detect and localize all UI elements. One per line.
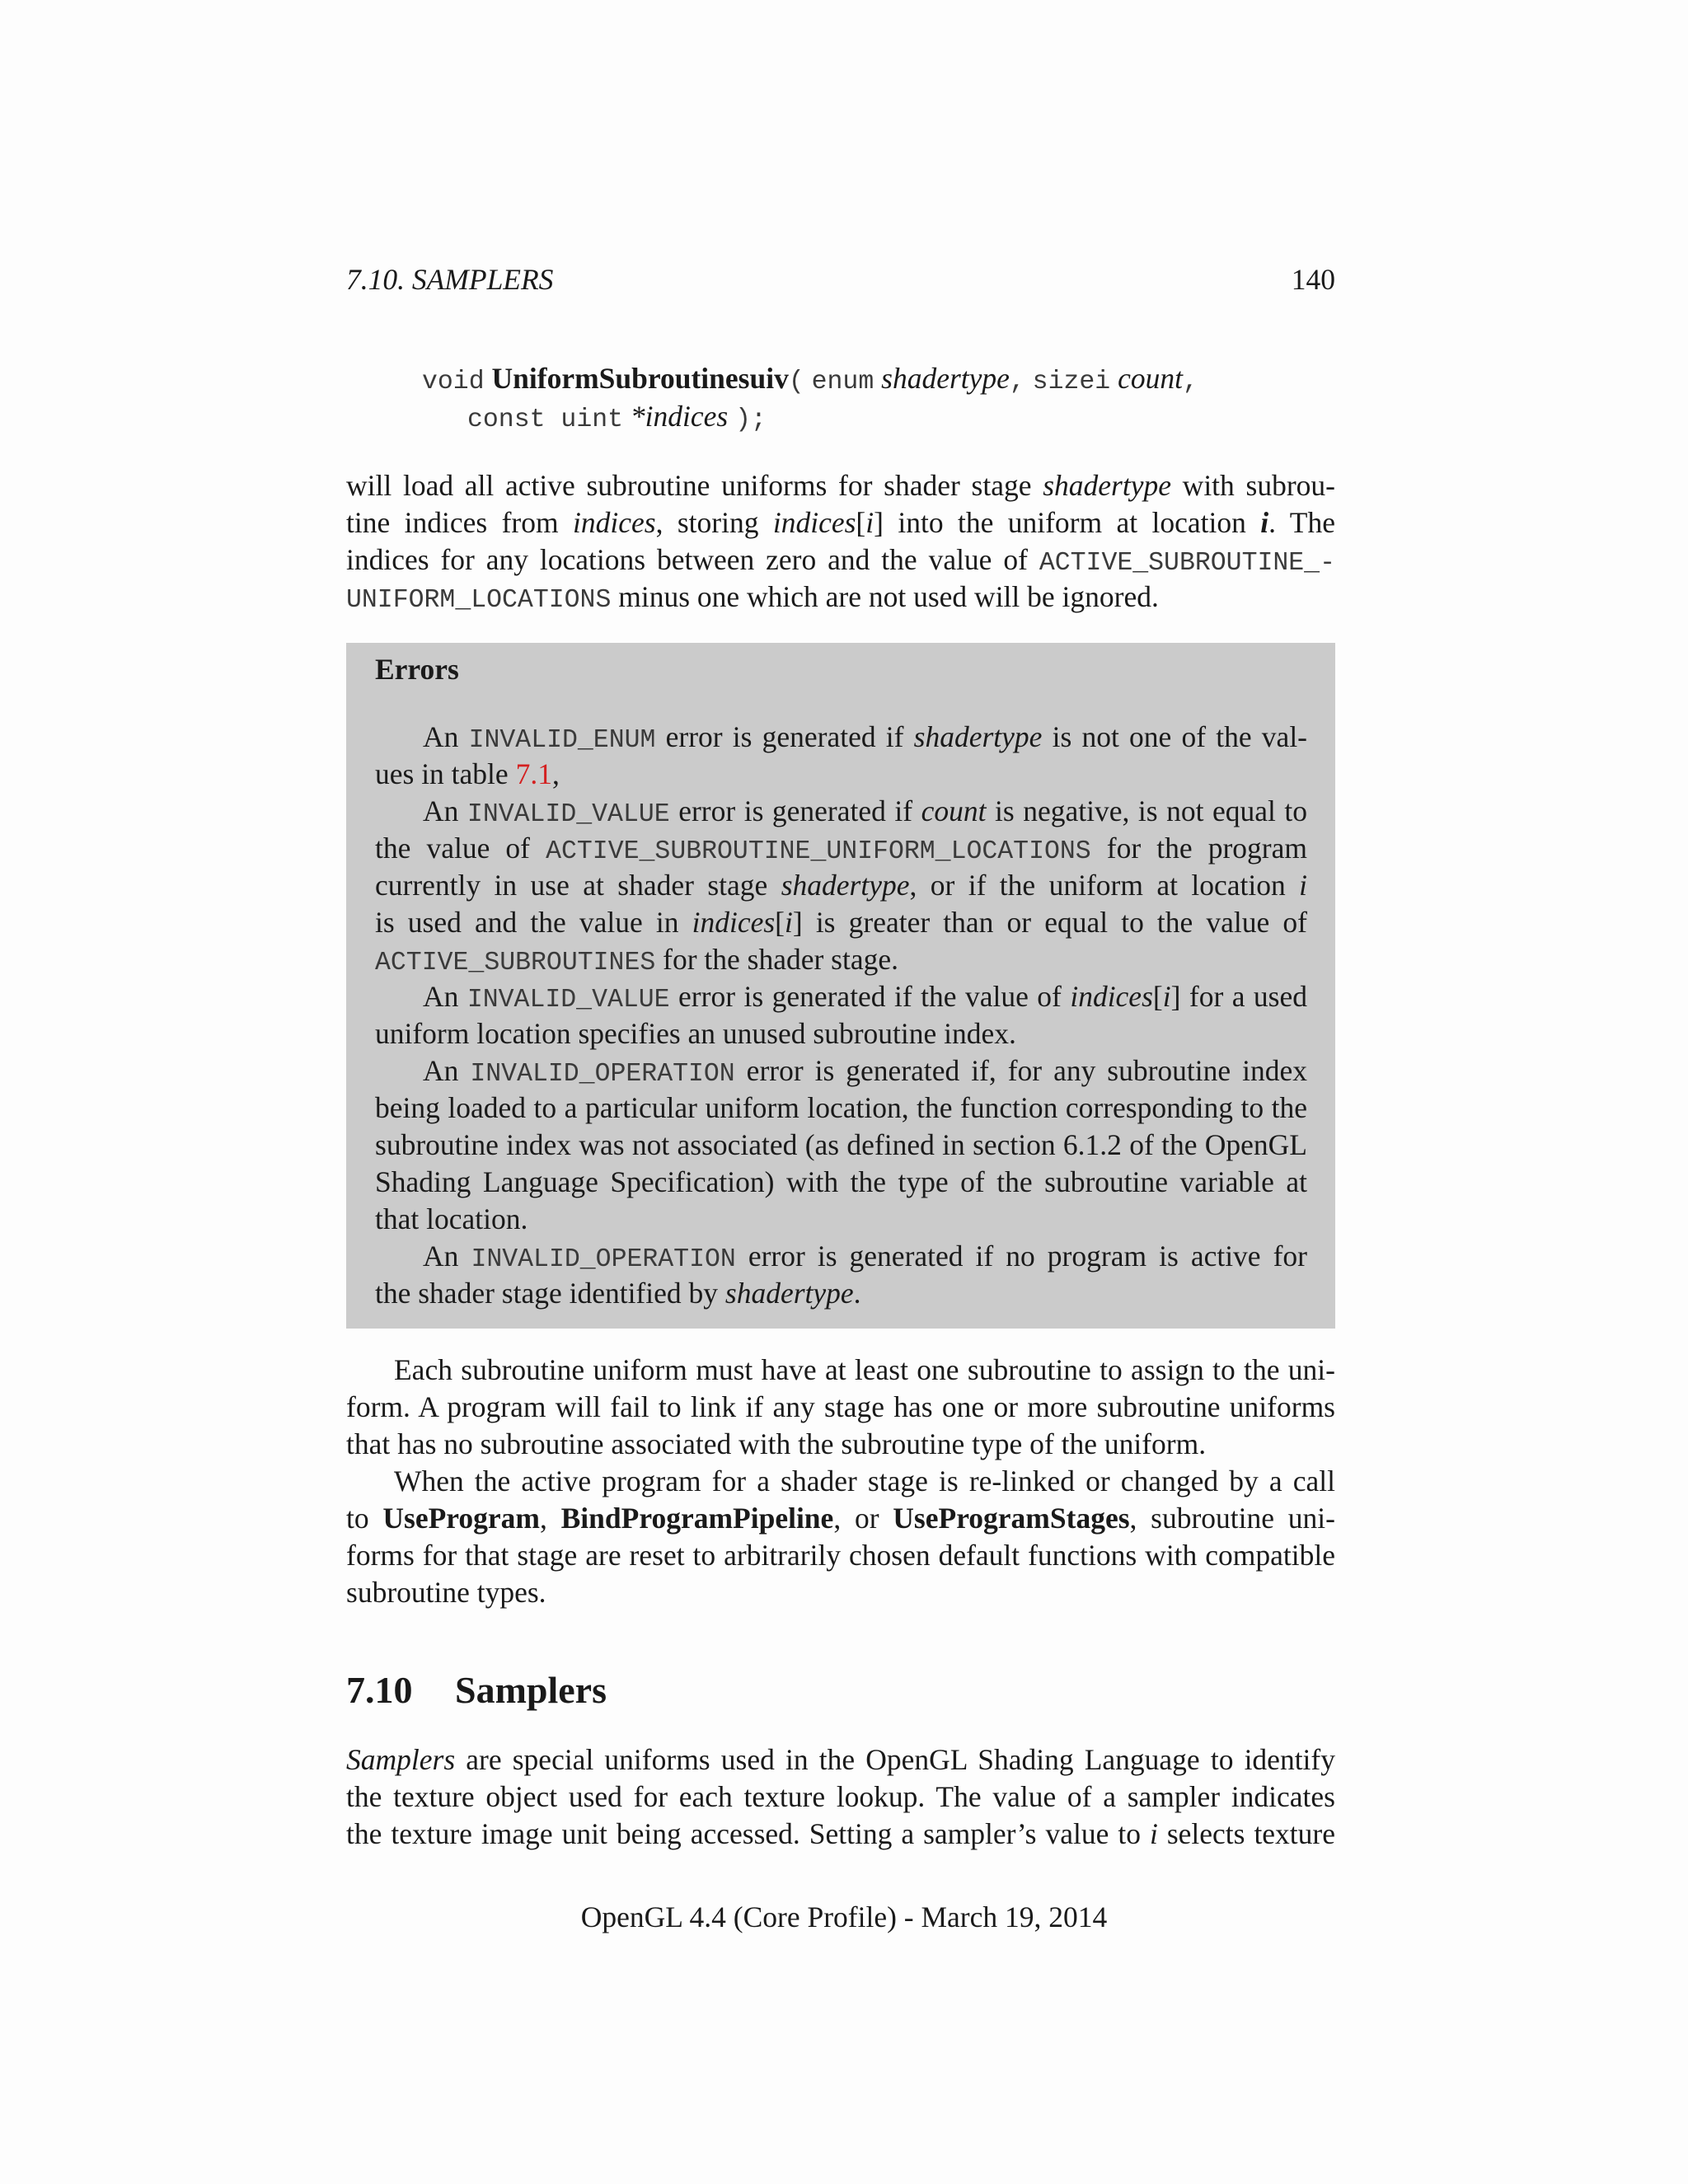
comma: , [1182,368,1198,396]
text-line: uniform location specifies an unused subroutine index. [375,1017,1016,1050]
close-paren: ); [735,405,767,434]
text-line: UNIFORM_LOCATIONS minus one which are not used will be ignored. [346,580,1159,615]
text-line: subroutine index was not associated (as defined in section 6.1.2 of the OpenGL [375,1128,1307,1161]
header-section-title: 7.10. SAMPLERS [346,263,554,296]
errors-body [375,719,1307,1312]
error-item: An INVALID_ENUM error is generated if shadertype is not one of the val- [423,720,1308,755]
text-line: indices for any locations between zero and the value of ACTIVE_SUBROUTINE_- [346,543,1335,578]
text-line: the shader stage identified by shadertype. [375,1277,861,1310]
param-type: const uint [467,405,624,434]
text-line: to UseProgram, BindProgramPipeline, or UseProgramStages, subroutine uni- [346,1502,1335,1535]
function-prototype-continued [467,398,767,438]
page-number: 140 [1291,263,1335,296]
errors-title: Errors [375,653,459,686]
page-footer: OpenGL 4.4 (Core Profile) - March 19, 2014 [580,1900,1108,1933]
open-paren: ( [788,368,804,396]
text-line: Samplers are special uniforms used in the OpenGL Shading Language to identify [346,1743,1335,1776]
text-line: the texture image unit being accessed. Setting a sampler’s value to i selects texture [346,1817,1336,1850]
function-prototype [422,360,1198,401]
error-item: An INVALID_OPERATION error is generated if no program is active for [423,1240,1307,1274]
text-line: will load all active subroutine uniforms for shader stage shadertype with subrou- [346,469,1335,502]
body-paragraph [346,1741,1335,1853]
section-title: Samplers [455,1669,607,1711]
text-line: Each subroutine uniform must have at least one subroutine to assign to the uni- [394,1353,1335,1386]
description-paragraph [346,467,1335,616]
table-reference-link[interactable]: 7.1 [515,757,552,790]
function-name: UniformSubroutinesuiv [491,362,789,395]
errors-box [346,643,1335,1329]
error-item: An INVALID_VALUE error is generated if count is negative, is not equal to [423,794,1308,829]
text-line: is used and the value in indices[i] is greater than or equal to the value of [375,906,1307,939]
error-item: An INVALID_VALUE error is generated if the value of indices[i] for a used [423,980,1307,1015]
text-line: currently in use at shader stage shadertype, or if the uniform at location i [375,869,1308,902]
return-type: void [422,368,485,396]
text-line: the value of ACTIVE_SUBROUTINE_UNIFORM_LOCATIONS for the program [375,832,1307,866]
section-number: 7.10 [346,1669,413,1711]
running-header [346,261,1335,299]
text-line: ACTIVE_SUBROUTINES for the shader stage. [375,943,898,977]
text-line: the texture object used for each texture lookup. The value of a sampler indicates [346,1780,1335,1813]
text-line: being loaded to a particular uniform location, the function corresponding to the [375,1091,1307,1124]
param-type: sizei [1032,368,1111,396]
text-line: subroutine types. [346,1576,546,1609]
text-line: that has no subroutine associated with the subroutine type of the uniform. [346,1427,1207,1460]
body-paragraph [346,1352,1335,1463]
comma: , [1009,368,1025,396]
text-line: form. A program will fail to link if any stage has one or more subroutine uniforms [346,1390,1335,1423]
text-line: that location. [375,1202,528,1235]
text-line: forms for that stage are reset to arbitrarily chosen default functions with compatible [346,1539,1335,1572]
param-type: enum [811,368,874,396]
body-paragraph [346,1463,1335,1611]
text-line: ues in table 7.1, [375,757,560,790]
text-line: tine indices from indices, storing indices[i] into the uniform at location i. The [346,506,1335,539]
param-name: shadertype [881,362,1010,395]
section-heading [346,1668,607,1713]
param-name: *indices [630,400,729,433]
error-item: An INVALID_OPERATION error is generated if, for any subroutine index [423,1054,1308,1089]
text-line: Shading Language Specification) with the type of the subroutine variable at [375,1165,1307,1198]
text-line: When the active program for a shader stage is re-linked or changed by a call [394,1465,1335,1497]
param-name: count [1118,362,1183,395]
